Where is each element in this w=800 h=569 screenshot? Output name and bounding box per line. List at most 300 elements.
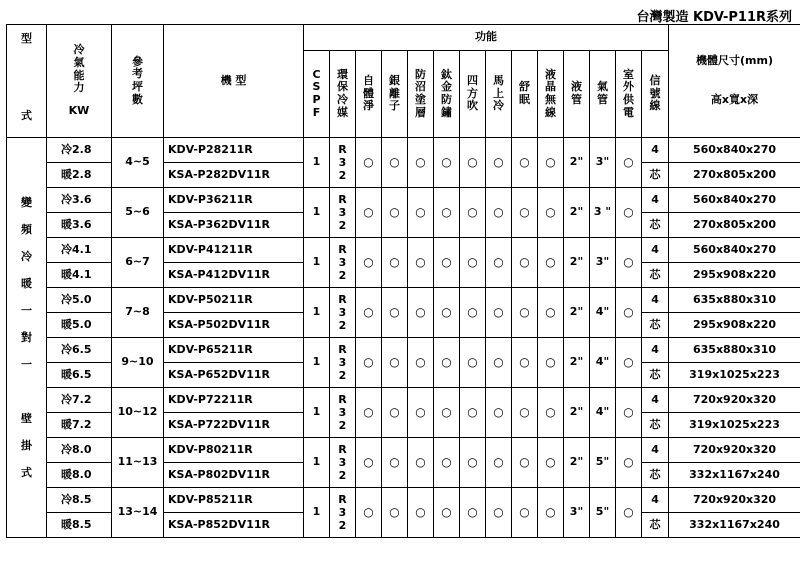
- dimension-header-title: 機體尺寸(mm): [696, 54, 774, 68]
- indoor-model: KDV-P85211R: [164, 488, 304, 513]
- label-char: 塗: [415, 92, 426, 106]
- signal-wire-count: 4: [642, 188, 669, 213]
- label-char: C: [312, 67, 321, 81]
- table-row: [7, 488, 800, 513]
- feature-check: ○: [434, 388, 460, 438]
- capacity-header-lines: [47, 44, 111, 95]
- cool-capacity: 冷7.2: [47, 388, 112, 413]
- liquid-pipe-header: [564, 50, 590, 137]
- anti-corrosion-header: [408, 50, 434, 137]
- label-char: 淨: [363, 99, 374, 113]
- titanium-header: [434, 50, 460, 137]
- feature-check: ○: [382, 238, 408, 288]
- label-char: 四: [467, 73, 478, 87]
- table-row: [7, 438, 800, 463]
- label-char: 3: [338, 456, 347, 469]
- ping-range: 10~12: [112, 388, 164, 438]
- silver-ion-header-lines: [382, 75, 407, 113]
- dimension-header-sub: 高x寬x深: [710, 93, 759, 106]
- feature-check: ○: [434, 438, 460, 488]
- feature-check: ○: [408, 138, 434, 188]
- feature-check: ○: [356, 488, 382, 538]
- feature-check: ○: [538, 488, 564, 538]
- feature-check: ○: [382, 388, 408, 438]
- cspf-value: 1: [304, 438, 330, 488]
- feature-check: ○: [512, 388, 538, 438]
- feature-check: ○: [512, 288, 538, 338]
- feature-check: ○: [382, 288, 408, 338]
- refrigerant-header-lines: [330, 69, 355, 120]
- four-way-header-lines: [460, 75, 485, 113]
- signal-wire-count: 4: [642, 338, 669, 363]
- feature-check: ○: [512, 438, 538, 488]
- feature-check: ○: [512, 488, 538, 538]
- outdoor-power-check: ○: [616, 238, 642, 288]
- label-char: 考: [132, 67, 143, 81]
- label-char: F: [312, 105, 321, 119]
- refrigerant-value: [330, 138, 356, 188]
- label-char: 液: [571, 80, 582, 94]
- signal-wire-core: 芯: [642, 413, 669, 438]
- label-char: 無: [545, 92, 556, 106]
- type-label-cell: [7, 138, 47, 538]
- type-label-lines: [7, 189, 46, 486]
- feature-check: ○: [408, 438, 434, 488]
- label-char: R: [338, 393, 347, 406]
- label-char: 吹: [467, 99, 478, 113]
- feature-check: ○: [460, 288, 486, 338]
- label-char: [7, 378, 46, 405]
- outdoor-model: KSA-P722DV11R: [164, 413, 304, 438]
- refrigerant-value: [330, 488, 356, 538]
- feature-check: ○: [486, 388, 512, 438]
- ping-range: 13~14: [112, 488, 164, 538]
- label-char: 離: [389, 86, 400, 100]
- feature-check: ○: [486, 188, 512, 238]
- label-char: 號: [649, 86, 661, 100]
- ping-range: 11~13: [112, 438, 164, 488]
- feature-check: ○: [512, 338, 538, 388]
- feature-check: ○: [538, 438, 564, 488]
- feature-check: ○: [382, 338, 408, 388]
- label-char: R: [338, 493, 347, 506]
- gas-pipe-size: 4": [590, 288, 616, 338]
- refrigerant-value: [330, 238, 356, 288]
- ping-range: 5~6: [112, 188, 164, 238]
- cspf-value: 1: [304, 488, 330, 538]
- self-clean-header: [356, 50, 382, 137]
- liquid-pipe-size: 2": [564, 288, 590, 338]
- four-way-header: [460, 50, 486, 137]
- label-char: 管: [571, 92, 582, 106]
- table-row: [7, 288, 800, 313]
- outdoor-dimension: 332x1167x240: [669, 463, 800, 488]
- signal-wire-count: 4: [642, 138, 669, 163]
- feature-check: ○: [460, 388, 486, 438]
- table-row: [7, 138, 800, 163]
- label-char: S: [312, 80, 321, 94]
- feature-check: ○: [356, 288, 382, 338]
- liquid-pipe-size: 2": [564, 238, 590, 288]
- cspf-value: 1: [304, 138, 330, 188]
- gas-pipe-size: 5": [590, 488, 616, 538]
- label-char: 力: [73, 81, 85, 95]
- gas-pipe-size: 3 ": [590, 188, 616, 238]
- ping-range: 9~10: [112, 338, 164, 388]
- feature-check: ○: [538, 338, 564, 388]
- heat-capacity: 暖7.2: [47, 413, 112, 438]
- indoor-model: KDV-P72211R: [164, 388, 304, 413]
- label-char: 2: [338, 519, 347, 532]
- label-char: 舒: [519, 80, 530, 94]
- label-char: 外: [623, 80, 634, 94]
- ping-header-lines: [112, 56, 163, 107]
- liquid-pipe-size: 2": [564, 188, 590, 238]
- outdoor-power-header: [616, 50, 642, 137]
- outdoor-model: KSA-P502DV11R: [164, 313, 304, 338]
- label-char: 2: [338, 219, 347, 232]
- feature-check: ○: [486, 338, 512, 388]
- table-row: [7, 388, 800, 413]
- label-char: 液: [545, 67, 556, 81]
- label-char: 子: [389, 99, 400, 113]
- liquid-pipe-header-lines: [564, 81, 589, 106]
- page-title: 台灣製造 KDV-P11R系列: [636, 10, 792, 25]
- refrigerant-value: [330, 338, 356, 388]
- signal-wire-count: 4: [642, 388, 669, 413]
- label-char: 3: [338, 406, 347, 419]
- label-char: 3: [338, 206, 347, 219]
- refrigerant-lines: [330, 143, 355, 182]
- feature-check: ○: [512, 138, 538, 188]
- label-char: 保: [337, 80, 348, 94]
- label-char: 壁: [21, 412, 32, 425]
- feature-check: ○: [434, 188, 460, 238]
- outdoor-power-header-lines: [616, 69, 641, 120]
- sleep-header: [512, 50, 538, 137]
- indoor-dimension: 720x920x320: [669, 388, 800, 413]
- outdoor-power-check: ○: [616, 388, 642, 438]
- label-char: 3: [338, 306, 347, 319]
- ping-range: 6~7: [112, 238, 164, 288]
- signal-wire-core: 芯: [642, 363, 669, 388]
- label-char: 防: [415, 67, 426, 81]
- feature-check: ○: [460, 438, 486, 488]
- cspf-header: [304, 50, 330, 137]
- heat-capacity: 暖8.5: [47, 513, 112, 538]
- feature-check: ○: [512, 238, 538, 288]
- signal-header-lines: [642, 75, 668, 113]
- label-char: 冷: [493, 99, 504, 113]
- outdoor-dimension: 270x805x200: [669, 213, 800, 238]
- feature-check: ○: [434, 138, 460, 188]
- refrigerant-value: [330, 288, 356, 338]
- label-char: 能: [73, 68, 85, 82]
- label-char: 2: [338, 369, 347, 382]
- outdoor-model: KSA-P652DV11R: [164, 363, 304, 388]
- feature-check: ○: [460, 188, 486, 238]
- signal-header: [642, 50, 669, 137]
- feature-check: ○: [356, 388, 382, 438]
- indoor-model: KDV-P28211R: [164, 138, 304, 163]
- feature-check: ○: [538, 238, 564, 288]
- feature-check: ○: [512, 188, 538, 238]
- feature-check: ○: [434, 238, 460, 288]
- table-row: [7, 338, 800, 363]
- label-char: 一: [21, 304, 32, 317]
- label-char: 坪: [132, 80, 143, 93]
- feature-check: ○: [538, 388, 564, 438]
- outdoor-model: KSA-P802DV11R: [164, 463, 304, 488]
- outdoor-dimension: 319x1025x223: [669, 363, 800, 388]
- label-char: 鈦: [441, 67, 452, 81]
- cool-capacity: 冷3.6: [47, 188, 112, 213]
- indoor-model: KDV-P36211R: [164, 188, 304, 213]
- gas-pipe-size: 4": [590, 338, 616, 388]
- indoor-model: KDV-P65211R: [164, 338, 304, 363]
- feature-check: ○: [460, 488, 486, 538]
- cool-capacity: 冷4.1: [47, 238, 112, 263]
- refrigerant-lines: [330, 443, 355, 482]
- outdoor-dimension: 295x908x220: [669, 313, 800, 338]
- feature-check: ○: [382, 138, 408, 188]
- outdoor-power-check: ○: [616, 138, 642, 188]
- outdoor-power-check: ○: [616, 488, 642, 538]
- feature-check: ○: [434, 488, 460, 538]
- label-char: 體: [363, 86, 374, 100]
- heat-capacity: 暖2.8: [47, 163, 112, 188]
- feature-check: ○: [486, 488, 512, 538]
- label-char: 2: [338, 319, 347, 332]
- signal-wire-core: 芯: [642, 513, 669, 538]
- gas-pipe-header: [590, 50, 616, 137]
- feature-check: ○: [408, 188, 434, 238]
- label-char: 室: [623, 67, 634, 81]
- feature-check: ○: [538, 288, 564, 338]
- refrigerant-lines: [330, 293, 355, 332]
- label-char: 銀: [389, 73, 400, 87]
- outdoor-model: KSA-P412DV11R: [164, 263, 304, 288]
- outdoor-model: KSA-P362DV11R: [164, 213, 304, 238]
- feature-check: ○: [356, 188, 382, 238]
- instant-cool-header: [486, 50, 512, 137]
- label-char: R: [338, 343, 347, 356]
- gas-pipe-size: 5": [590, 438, 616, 488]
- label-char: 一: [21, 358, 32, 371]
- gas-pipe-size: 4": [590, 388, 616, 438]
- feature-check: ○: [382, 188, 408, 238]
- signal-wire-count: 4: [642, 438, 669, 463]
- liquid-pipe-size: 2": [564, 388, 590, 438]
- feature-check: ○: [434, 288, 460, 338]
- gas-pipe-header-lines: [590, 81, 615, 106]
- signal-wire-count: 4: [642, 238, 669, 263]
- cspf-value: 1: [304, 188, 330, 238]
- heat-capacity: 暖6.5: [47, 363, 112, 388]
- feature-check: ○: [486, 438, 512, 488]
- refrigerant-lines: [330, 343, 355, 382]
- label-char: 層: [415, 105, 426, 119]
- feature-check: ○: [460, 138, 486, 188]
- feature-check: ○: [356, 438, 382, 488]
- header-row-1: [7, 25, 800, 51]
- table-row: [7, 188, 800, 213]
- feature-check: ○: [538, 188, 564, 238]
- outdoor-dimension: 319x1025x223: [669, 413, 800, 438]
- feature-check: ○: [408, 238, 434, 288]
- feature-check: ○: [486, 288, 512, 338]
- feature-check: ○: [460, 238, 486, 288]
- dimension-header: [669, 25, 800, 138]
- indoor-dimension: 560x840x270: [669, 238, 800, 263]
- type-header-bottom: 式: [21, 109, 32, 123]
- gas-pipe-size: 3": [590, 138, 616, 188]
- label-char: 暖: [21, 277, 32, 290]
- indoor-dimension: 635x880x310: [669, 338, 800, 363]
- signal-wire-core: 芯: [642, 263, 669, 288]
- cspf-header-lines: [304, 69, 329, 120]
- model-header: 機 型: [164, 25, 304, 138]
- label-char: R: [338, 243, 347, 256]
- label-char: 上: [493, 86, 504, 100]
- label-char: 方: [467, 86, 478, 100]
- label-char: 氣: [73, 56, 85, 70]
- refrigerant-value: [330, 188, 356, 238]
- label-char: 線: [649, 99, 661, 113]
- cool-capacity: 冷8.0: [47, 438, 112, 463]
- label-char: 晶: [545, 80, 556, 94]
- feature-check: ○: [486, 238, 512, 288]
- outdoor-dimension: 270x805x200: [669, 163, 800, 188]
- outdoor-model: KSA-P282DV11R: [164, 163, 304, 188]
- feature-check: ○: [538, 138, 564, 188]
- refrigerant-lines: [330, 493, 355, 532]
- outdoor-power-check: ○: [616, 438, 642, 488]
- signal-wire-core: 芯: [642, 313, 669, 338]
- ping-header: [112, 25, 164, 138]
- label-char: 鏽: [441, 105, 452, 119]
- feature-check: ○: [408, 488, 434, 538]
- label-char: 頻: [21, 223, 32, 236]
- label-char: 信: [649, 73, 661, 87]
- heat-capacity: 暖8.0: [47, 463, 112, 488]
- titanium-header-lines: [434, 69, 459, 120]
- label-char: R: [338, 293, 347, 306]
- outdoor-power-check: ○: [616, 288, 642, 338]
- instant-cool-header-lines: [486, 75, 511, 113]
- heat-capacity: 暖5.0: [47, 313, 112, 338]
- refrigerant-header: [330, 50, 356, 137]
- self-clean-header-lines: [356, 75, 381, 113]
- outdoor-power-check: ○: [616, 188, 642, 238]
- signal-wire-core: 芯: [642, 163, 669, 188]
- label-char: 眠: [519, 92, 530, 106]
- signal-wire-count: 4: [642, 488, 669, 513]
- indoor-dimension: 720x920x320: [669, 488, 800, 513]
- label-char: 金: [441, 80, 452, 94]
- label-char: 掛: [21, 439, 32, 452]
- signal-wire-core: 芯: [642, 213, 669, 238]
- feature-check: ○: [486, 138, 512, 188]
- label-char: 線: [545, 105, 556, 119]
- cool-capacity: 冷5.0: [47, 288, 112, 313]
- signal-wire-core: 芯: [642, 463, 669, 488]
- label-char: R: [338, 143, 347, 156]
- feature-check: ○: [408, 288, 434, 338]
- spec-table: [6, 24, 800, 538]
- label-char: 3: [338, 356, 347, 369]
- feature-check: ○: [356, 138, 382, 188]
- outdoor-dimension: 295x908x220: [669, 263, 800, 288]
- refrigerant-lines: [330, 193, 355, 232]
- feature-check: ○: [382, 488, 408, 538]
- indoor-model: KDV-P50211R: [164, 288, 304, 313]
- feature-check: ○: [460, 338, 486, 388]
- feature-check: ○: [408, 338, 434, 388]
- label-char: 管: [597, 92, 608, 106]
- outdoor-model: KSA-P852DV11R: [164, 513, 304, 538]
- label-char: 媒: [337, 105, 348, 119]
- cspf-value: 1: [304, 288, 330, 338]
- indoor-dimension: 720x920x320: [669, 438, 800, 463]
- indoor-dimension: 635x880x310: [669, 288, 800, 313]
- refrigerant-lines: [330, 243, 355, 282]
- signal-wire-count: 4: [642, 288, 669, 313]
- label-char: 對: [21, 331, 32, 344]
- label-char: 冷: [337, 92, 348, 106]
- label-char: R: [338, 193, 347, 206]
- anti-corrosion-header-lines: [408, 69, 433, 120]
- label-char: 環: [337, 67, 348, 81]
- label-char: 馬: [493, 73, 504, 87]
- type-header: [7, 25, 47, 138]
- table-row: [7, 238, 800, 263]
- label-char: 冷: [21, 250, 32, 263]
- label-char: 2: [338, 469, 347, 482]
- label-char: 2: [338, 419, 347, 432]
- cspf-value: 1: [304, 338, 330, 388]
- label-char: 3: [338, 156, 347, 169]
- functions-header: 功能: [304, 25, 669, 51]
- feature-check: ○: [408, 388, 434, 438]
- label-char: 數: [132, 92, 143, 106]
- liquid-pipe-size: 3": [564, 488, 590, 538]
- label-char: P: [312, 92, 321, 106]
- lcd-header-lines: [538, 69, 563, 120]
- label-char: 防: [441, 92, 452, 106]
- indoor-model: KDV-P41211R: [164, 238, 304, 263]
- sleep-header-lines: [512, 81, 537, 106]
- label-char: 2: [338, 169, 347, 182]
- silver-ion-header: [382, 50, 408, 137]
- capacity-header-unit: KW: [68, 103, 90, 117]
- label-char: 冷: [73, 43, 85, 57]
- ping-range: 4~5: [112, 138, 164, 188]
- label-char: 3: [338, 506, 347, 519]
- feature-check: ○: [356, 238, 382, 288]
- label-char: 電: [623, 105, 634, 119]
- label-char: 3: [338, 256, 347, 269]
- outdoor-dimension: 332x1167x240: [669, 513, 800, 538]
- label-char: 式: [21, 466, 32, 479]
- cool-capacity: 冷8.5: [47, 488, 112, 513]
- liquid-pipe-size: 2": [564, 338, 590, 388]
- spec-table-body: [7, 25, 800, 538]
- label-char: 自: [363, 73, 374, 87]
- feature-check: ○: [434, 338, 460, 388]
- feature-check: ○: [382, 438, 408, 488]
- cool-capacity: 冷2.8: [47, 138, 112, 163]
